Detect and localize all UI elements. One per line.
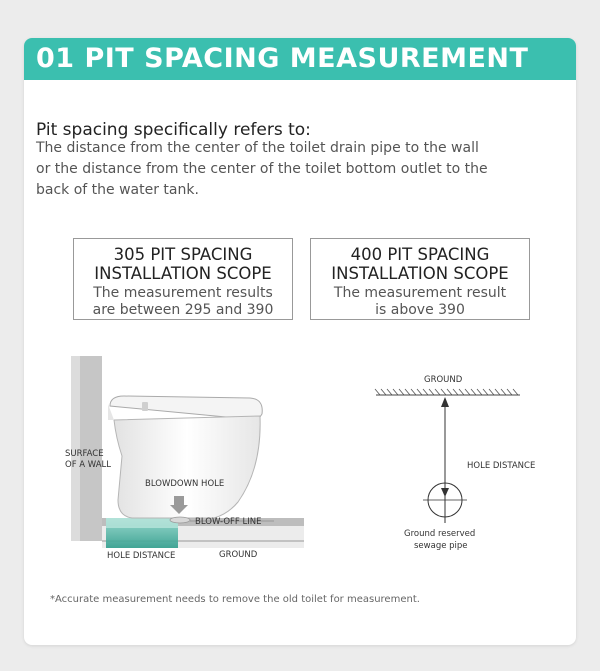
scope-400-sub-1: The measurement result: [333, 285, 507, 301]
ground-hatching: [375, 389, 518, 395]
hatch-line: [501, 389, 506, 395]
wall-label-2: OF A WALL: [65, 460, 112, 470]
measurement-diagrams: [24, 38, 576, 645]
page-title: 01 PIT SPACING MEASUREMENT: [36, 43, 529, 74]
hatch-line: [381, 389, 386, 395]
hatch-line: [399, 389, 404, 395]
scope-305-title-2: INSTALLATION SCOPE: [94, 264, 272, 283]
hatch-line: [483, 389, 488, 395]
hatch-line: [477, 389, 482, 395]
intro-line-3: back of the water tank.: [36, 182, 199, 198]
hatch-line: [423, 389, 428, 395]
dimension-arrow-bottom: [441, 488, 449, 497]
blowoff-label: BLOW-OFF LINE: [195, 517, 262, 527]
blowdown-label: BLOWDOWN HOLE: [145, 479, 225, 489]
intro-line-1: The distance from the center of the toilet drain pipe to the wall: [36, 140, 479, 156]
hatch-line: [513, 389, 518, 395]
info-card: [24, 38, 576, 645]
hatch-line: [471, 389, 476, 395]
hole-distance-label-right: HOLE DISTANCE: [467, 461, 536, 471]
hatch-line: [507, 389, 512, 395]
scope-400-title-2: INSTALLATION SCOPE: [331, 264, 509, 283]
dimension-arrow-top: [441, 397, 449, 407]
hatch-line: [411, 389, 416, 395]
intro-line-2: or the distance from the center of the toilet bottom outlet to the: [36, 161, 488, 177]
hatch-line: [447, 389, 452, 395]
wall-label-1: SURFACE: [65, 449, 104, 459]
hatch-line: [489, 389, 494, 395]
hatch-line: [441, 389, 446, 395]
pipe-label-2: sewage pipe: [414, 541, 468, 551]
hatch-line: [417, 389, 422, 395]
flush-button: [142, 402, 148, 411]
ground-label: GROUND: [219, 550, 258, 560]
scope-305-sub-1: The measurement results: [93, 285, 273, 301]
blowdown-arrow-stem: [174, 496, 184, 505]
scope-305-title-1: 305 PIT SPACING: [113, 245, 253, 264]
hatch-line: [465, 389, 470, 395]
right-diagram: [375, 375, 535, 551]
scope-305-sub-2: are between 295 and 390: [92, 302, 274, 318]
hatch-line: [405, 389, 410, 395]
hatch-line: [459, 389, 464, 395]
hatch-line: [429, 389, 434, 395]
toilet-body: [114, 416, 260, 518]
pipe-label-1: Ground reserved: [404, 529, 476, 539]
hatch-line: [375, 389, 380, 395]
scope-400-sub-2: is above 390: [375, 302, 465, 318]
footnote: *Accurate measurement needs to remove the old toilet for measurement.: [50, 594, 420, 605]
hatch-line: [453, 389, 458, 395]
hatch-line: [387, 389, 392, 395]
hole-distance-label: HOLE DISTANCE: [107, 551, 176, 561]
hatch-line: [393, 389, 398, 395]
hatch-line: [435, 389, 440, 395]
left-diagram: [65, 356, 304, 561]
hatch-line: [495, 389, 500, 395]
ground-label-right: GROUND: [424, 375, 463, 385]
blowoff-outlet: [170, 517, 190, 523]
intro-heading: Pit spacing specifically refers to:: [36, 120, 311, 140]
scope-400-title-1: 400 PIT SPACING: [350, 245, 490, 264]
